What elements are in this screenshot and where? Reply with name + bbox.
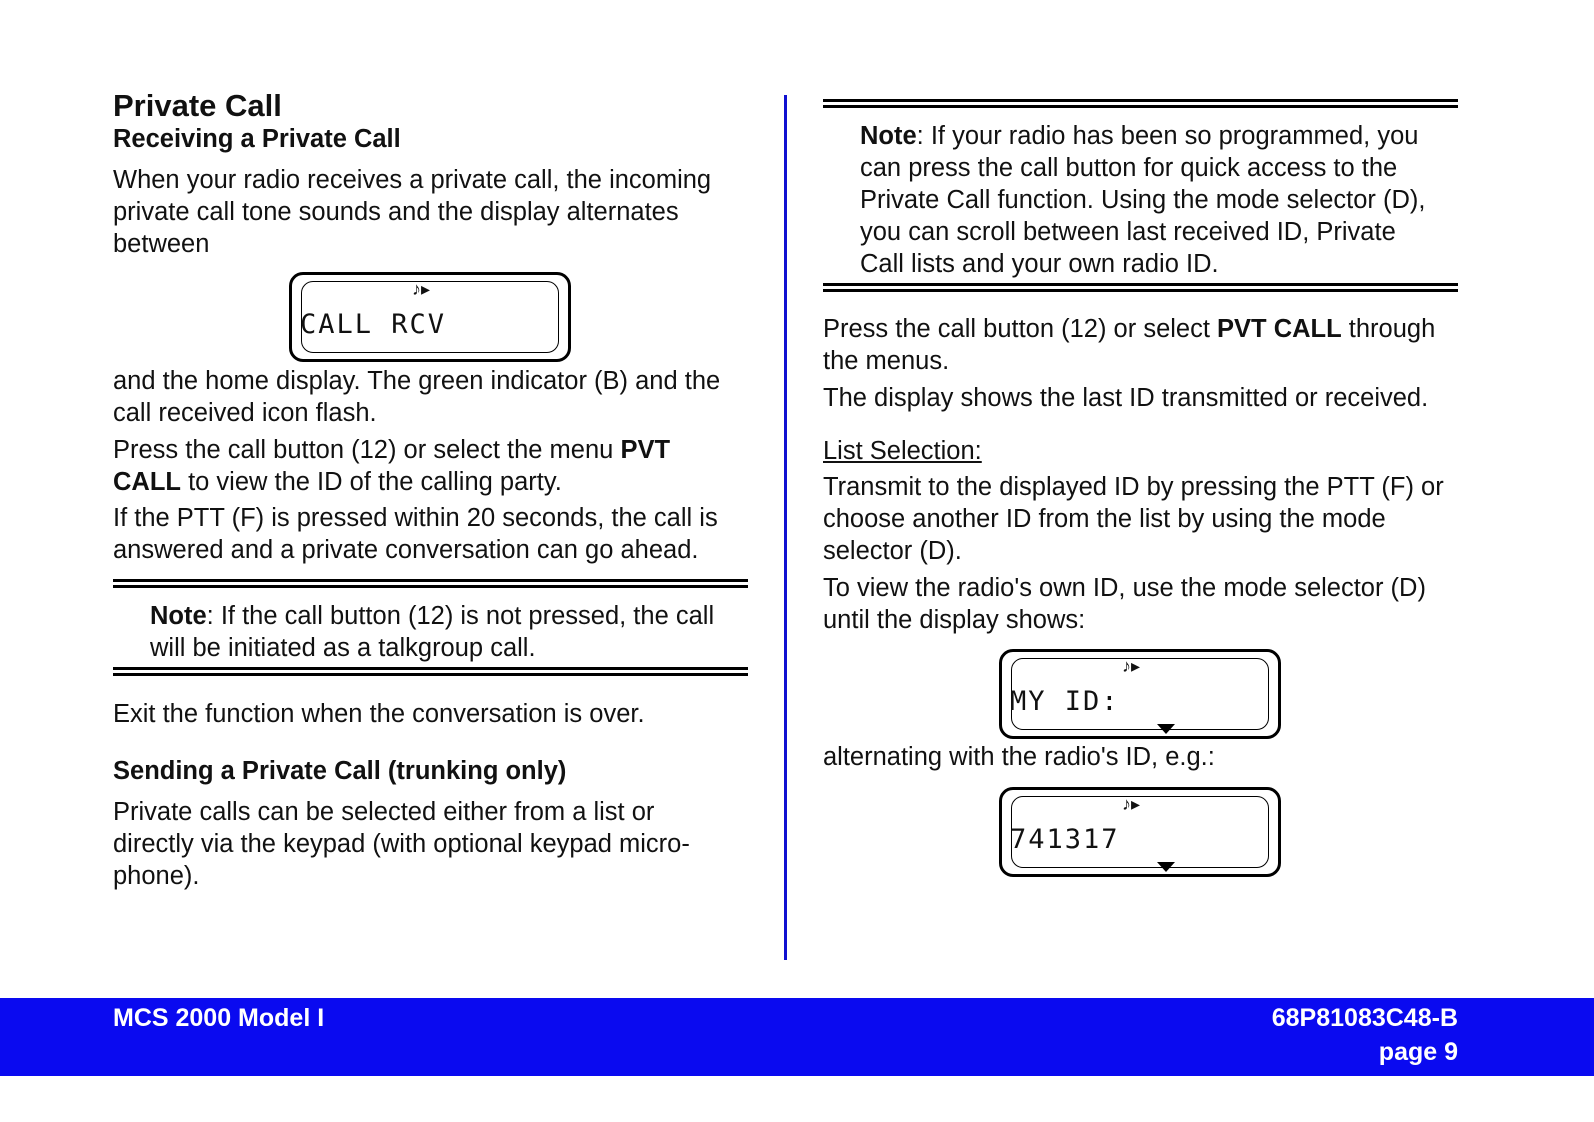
paragraph: Private calls can be selected either from a list or directly via the keypad (with optional keypad micro-phone). [113,798,690,890]
scroll-down-arrow-icon [1157,724,1175,734]
call-received-icon: ♪▸ [1122,794,1141,814]
divider [823,99,1458,108]
paragraph: If the PTT (F) is pressed within 20 seconds, the call is answered and a private conversation can go ahead. [113,504,718,564]
lcd-display [999,787,1281,877]
call-received-icon: ♪▸ [1122,656,1141,676]
lcd-display [289,272,571,362]
lcd-display [999,649,1281,739]
paragraph: When your radio receives a private call, the incoming private call tone sounds and the display alternates between [113,166,712,258]
footer-model: MCS 2000 Model I [113,1004,325,1032]
paragraph: Exit the function when the conversation is over. [113,700,645,728]
paragraph: Press the call button (12) or select PVT CALL through the menus. [823,315,1436,375]
section-heading: Receiving a Private Call [113,125,401,153]
note: Note: If the call button (12) is not pressed, the call will be initiated as a talkgroup call. [150,602,715,662]
paragraph: Transmit to the displayed ID by pressing the PTT (F) or choose another ID from the list by using the mode selector (D). [823,473,1444,565]
scroll-down-arrow-icon [1157,862,1175,872]
footer-doc-number: 68P81083C48-B [1271,1004,1458,1032]
paragraph: Press the call button (12) or select the menu PVT CALL to view the ID of the calling party. [113,436,671,496]
paragraph: To view the radio's own ID, use the mode selector (D) until the display shows: [823,574,1426,634]
footer [0,998,1594,1076]
column-divider [784,95,787,960]
paragraph: alternating with the radio's ID, e.g.: [823,743,1215,771]
divider [823,283,1458,292]
page-title: Private Call [113,88,282,123]
section-heading: Sending a Private Call (trunking only) [113,757,567,785]
note: Note: If your radio has been so programmed, you can press the call button for quick access to the Private Call function. Using the mode selector (D), you can scroll between last received ID, Private Call lists and your own radio ID. [860,122,1426,278]
lcd-text: 741317 [1010,824,1120,855]
divider [113,579,748,588]
footer-page-number: page 9 [1378,1038,1458,1066]
lcd-text: MY ID: [1010,686,1120,717]
lcd-text: CALL RCV [300,309,447,340]
divider [113,667,748,676]
paragraph: and the home display. The green indicator (B) and the call received icon flash. [113,367,721,427]
call-received-icon: ♪▸ [412,279,431,299]
list-selection-heading: List Selection: [823,437,982,465]
paragraph: The display shows the last ID transmitted or received. [823,384,1429,412]
